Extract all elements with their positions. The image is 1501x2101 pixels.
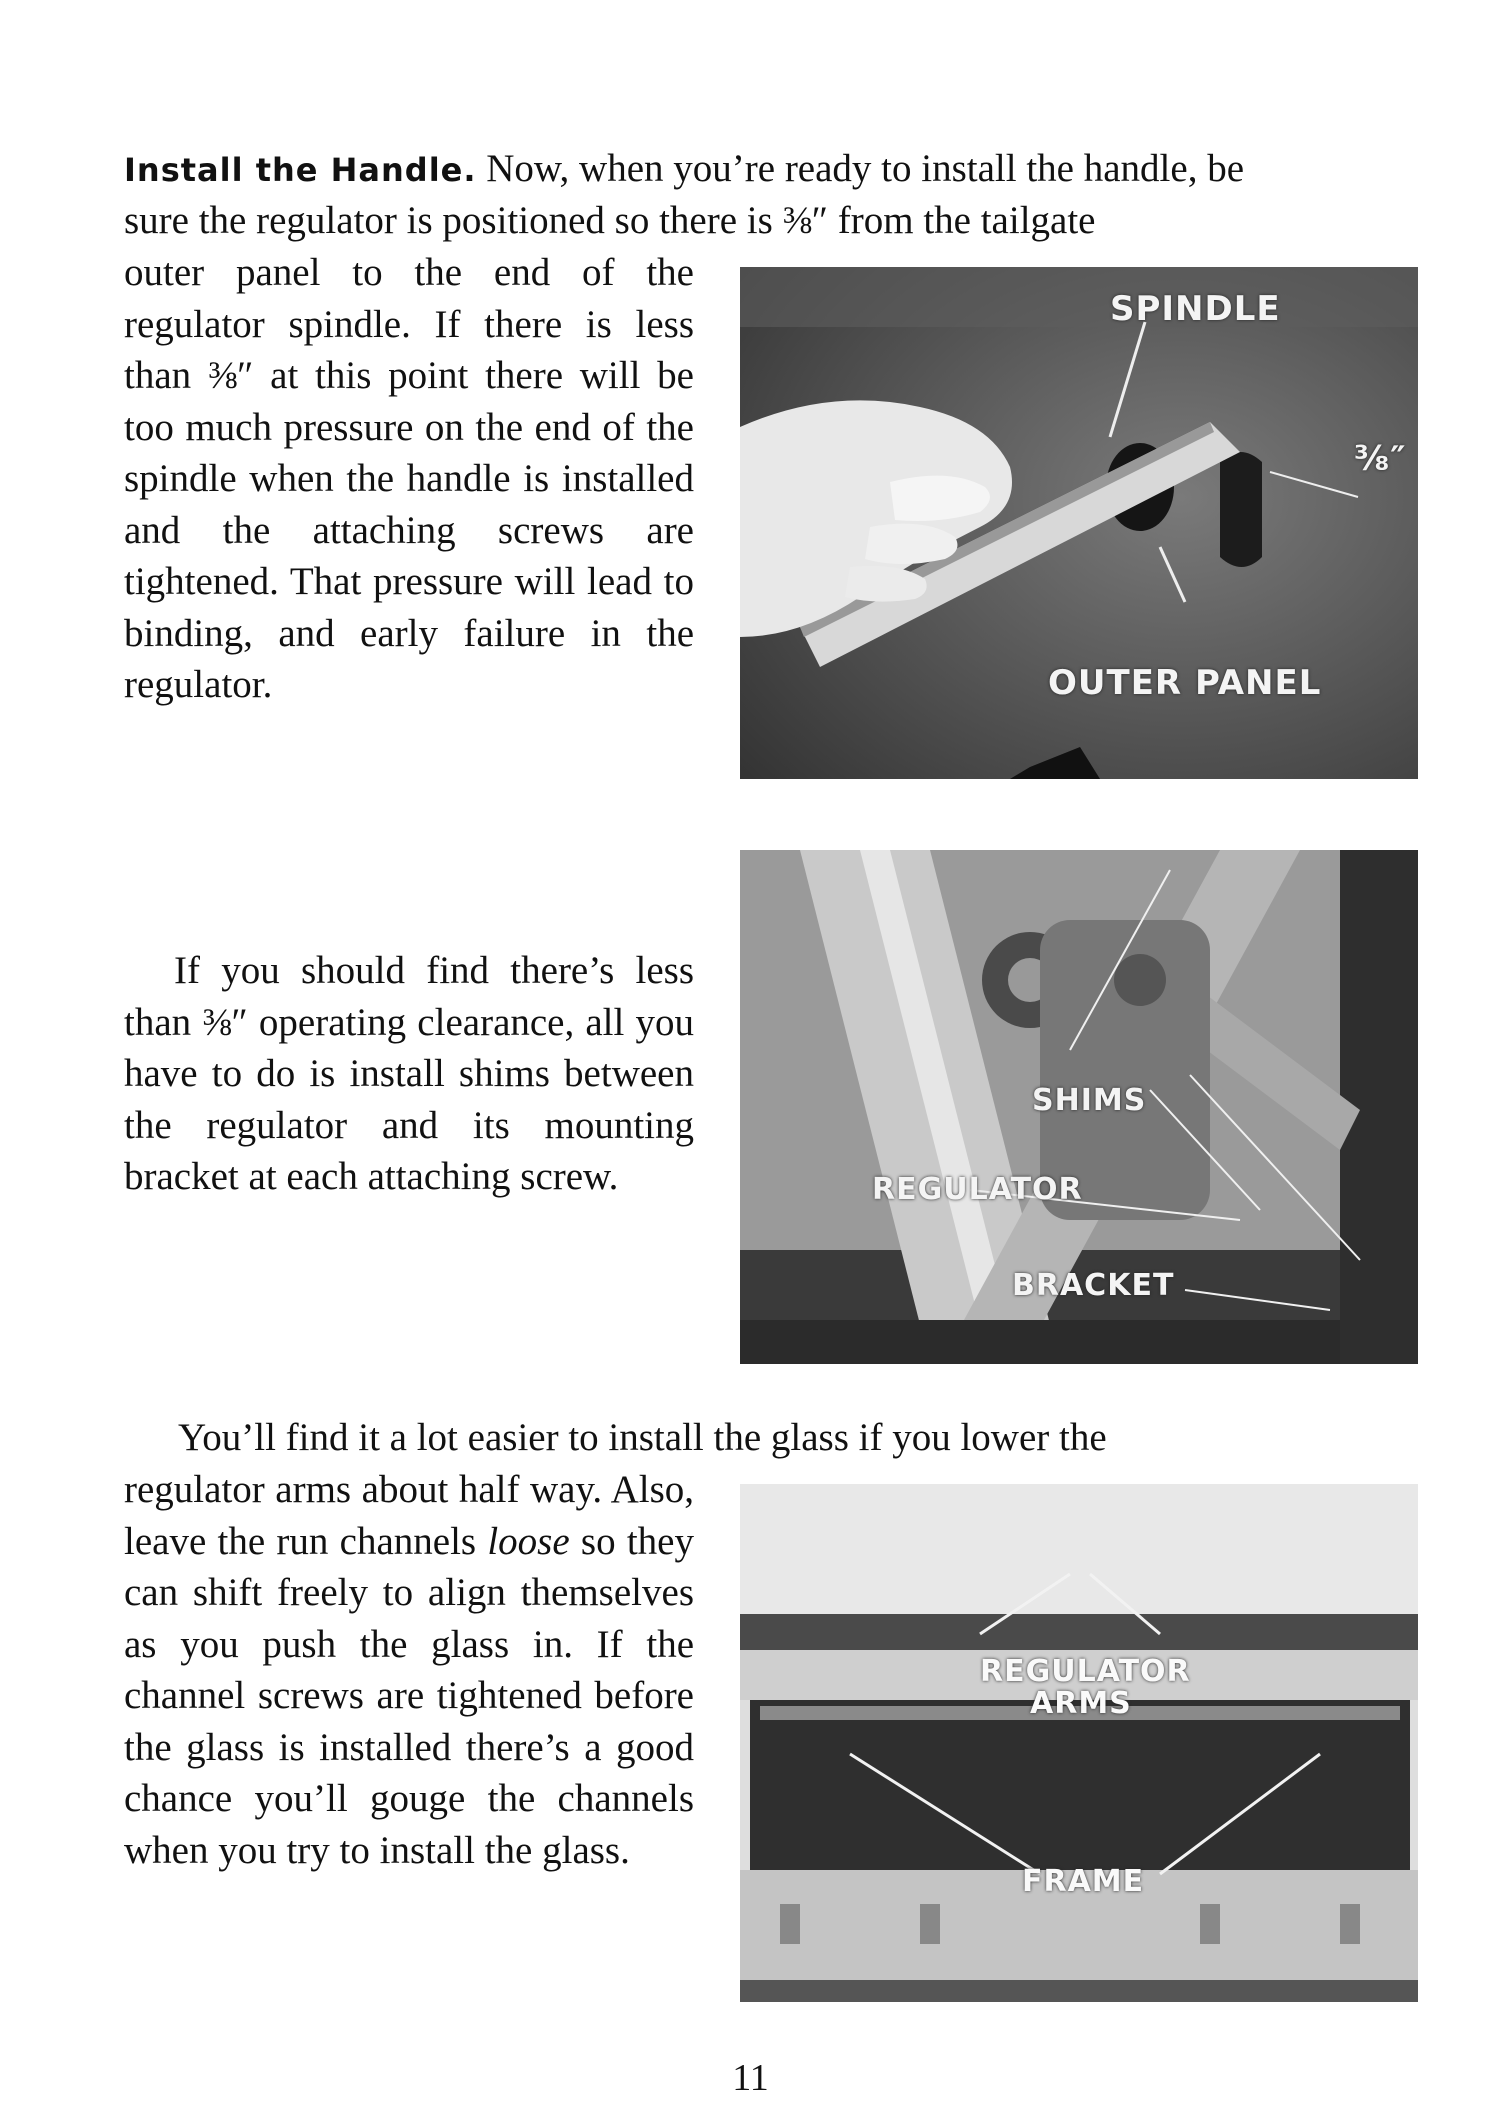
label-bracket: BRACKET xyxy=(1012,1268,1175,1303)
label-outer-panel: OUTER PANEL xyxy=(1048,663,1322,703)
section1-wrapped-text: outer panel to the end of the regulator spindle. If there is less than ⅜″ at this point there will be too much pressure on the end of the spindle when the handle is installed and the attaching screws are tightened. That pressure will lead to binding, and early failure in the regulator. xyxy=(124,251,694,706)
label-frame: FRAME xyxy=(1022,1864,1145,1899)
section1-line1-text: Now, when you’re ready to install the handle, be xyxy=(486,147,1245,190)
section2-text: If you should find there’s less than ⅜″ operating clearance, all you have to do is install shims between the regulator and its mounting bracket at each attaching screw. xyxy=(124,949,694,1198)
label-shims: SHIMS xyxy=(1032,1083,1147,1118)
section-heading-install-handle: Install the Handle. xyxy=(124,151,477,189)
section3-first-line: You’ll find it a lot easier to install the glass if you lower the xyxy=(178,1416,1107,1459)
section3-text-suffix: so they can shift freely to align themselves as you push the glass in. If the channel screws are tightened before the glass is installed there’s a good chance you’ll gouge the channels when you try to install the glass. xyxy=(124,1519,694,1872)
page-number: 11 xyxy=(732,2057,769,2099)
shims-regulator-photo xyxy=(740,850,1418,1364)
regulator-arms-photo xyxy=(740,1484,1418,2002)
label-regulator: REGULATOR xyxy=(872,1172,1083,1207)
label-spindle: SPINDLE xyxy=(1110,289,1281,329)
spindle-measurement-photo xyxy=(740,267,1418,779)
regulator-arms-photo-graphic xyxy=(740,1484,1418,2002)
section1-first-line xyxy=(124,143,1422,197)
section1-second-line: sure the regulator is positioned so there is ⅜″ from the tailgate xyxy=(124,199,1096,242)
label-regulator-arms-line1: REGULATOR xyxy=(980,1654,1191,1689)
section3-wrapped-text xyxy=(124,1464,694,1876)
label-regulator-arms-line2: ARMS xyxy=(1030,1686,1132,1721)
section3-text-prefix: regulator arms about half way. Also, leave the run channels xyxy=(124,1468,694,1563)
emphasis-loose: loose xyxy=(487,1519,570,1563)
label-three-eighths: ⅜″ xyxy=(1354,439,1407,479)
